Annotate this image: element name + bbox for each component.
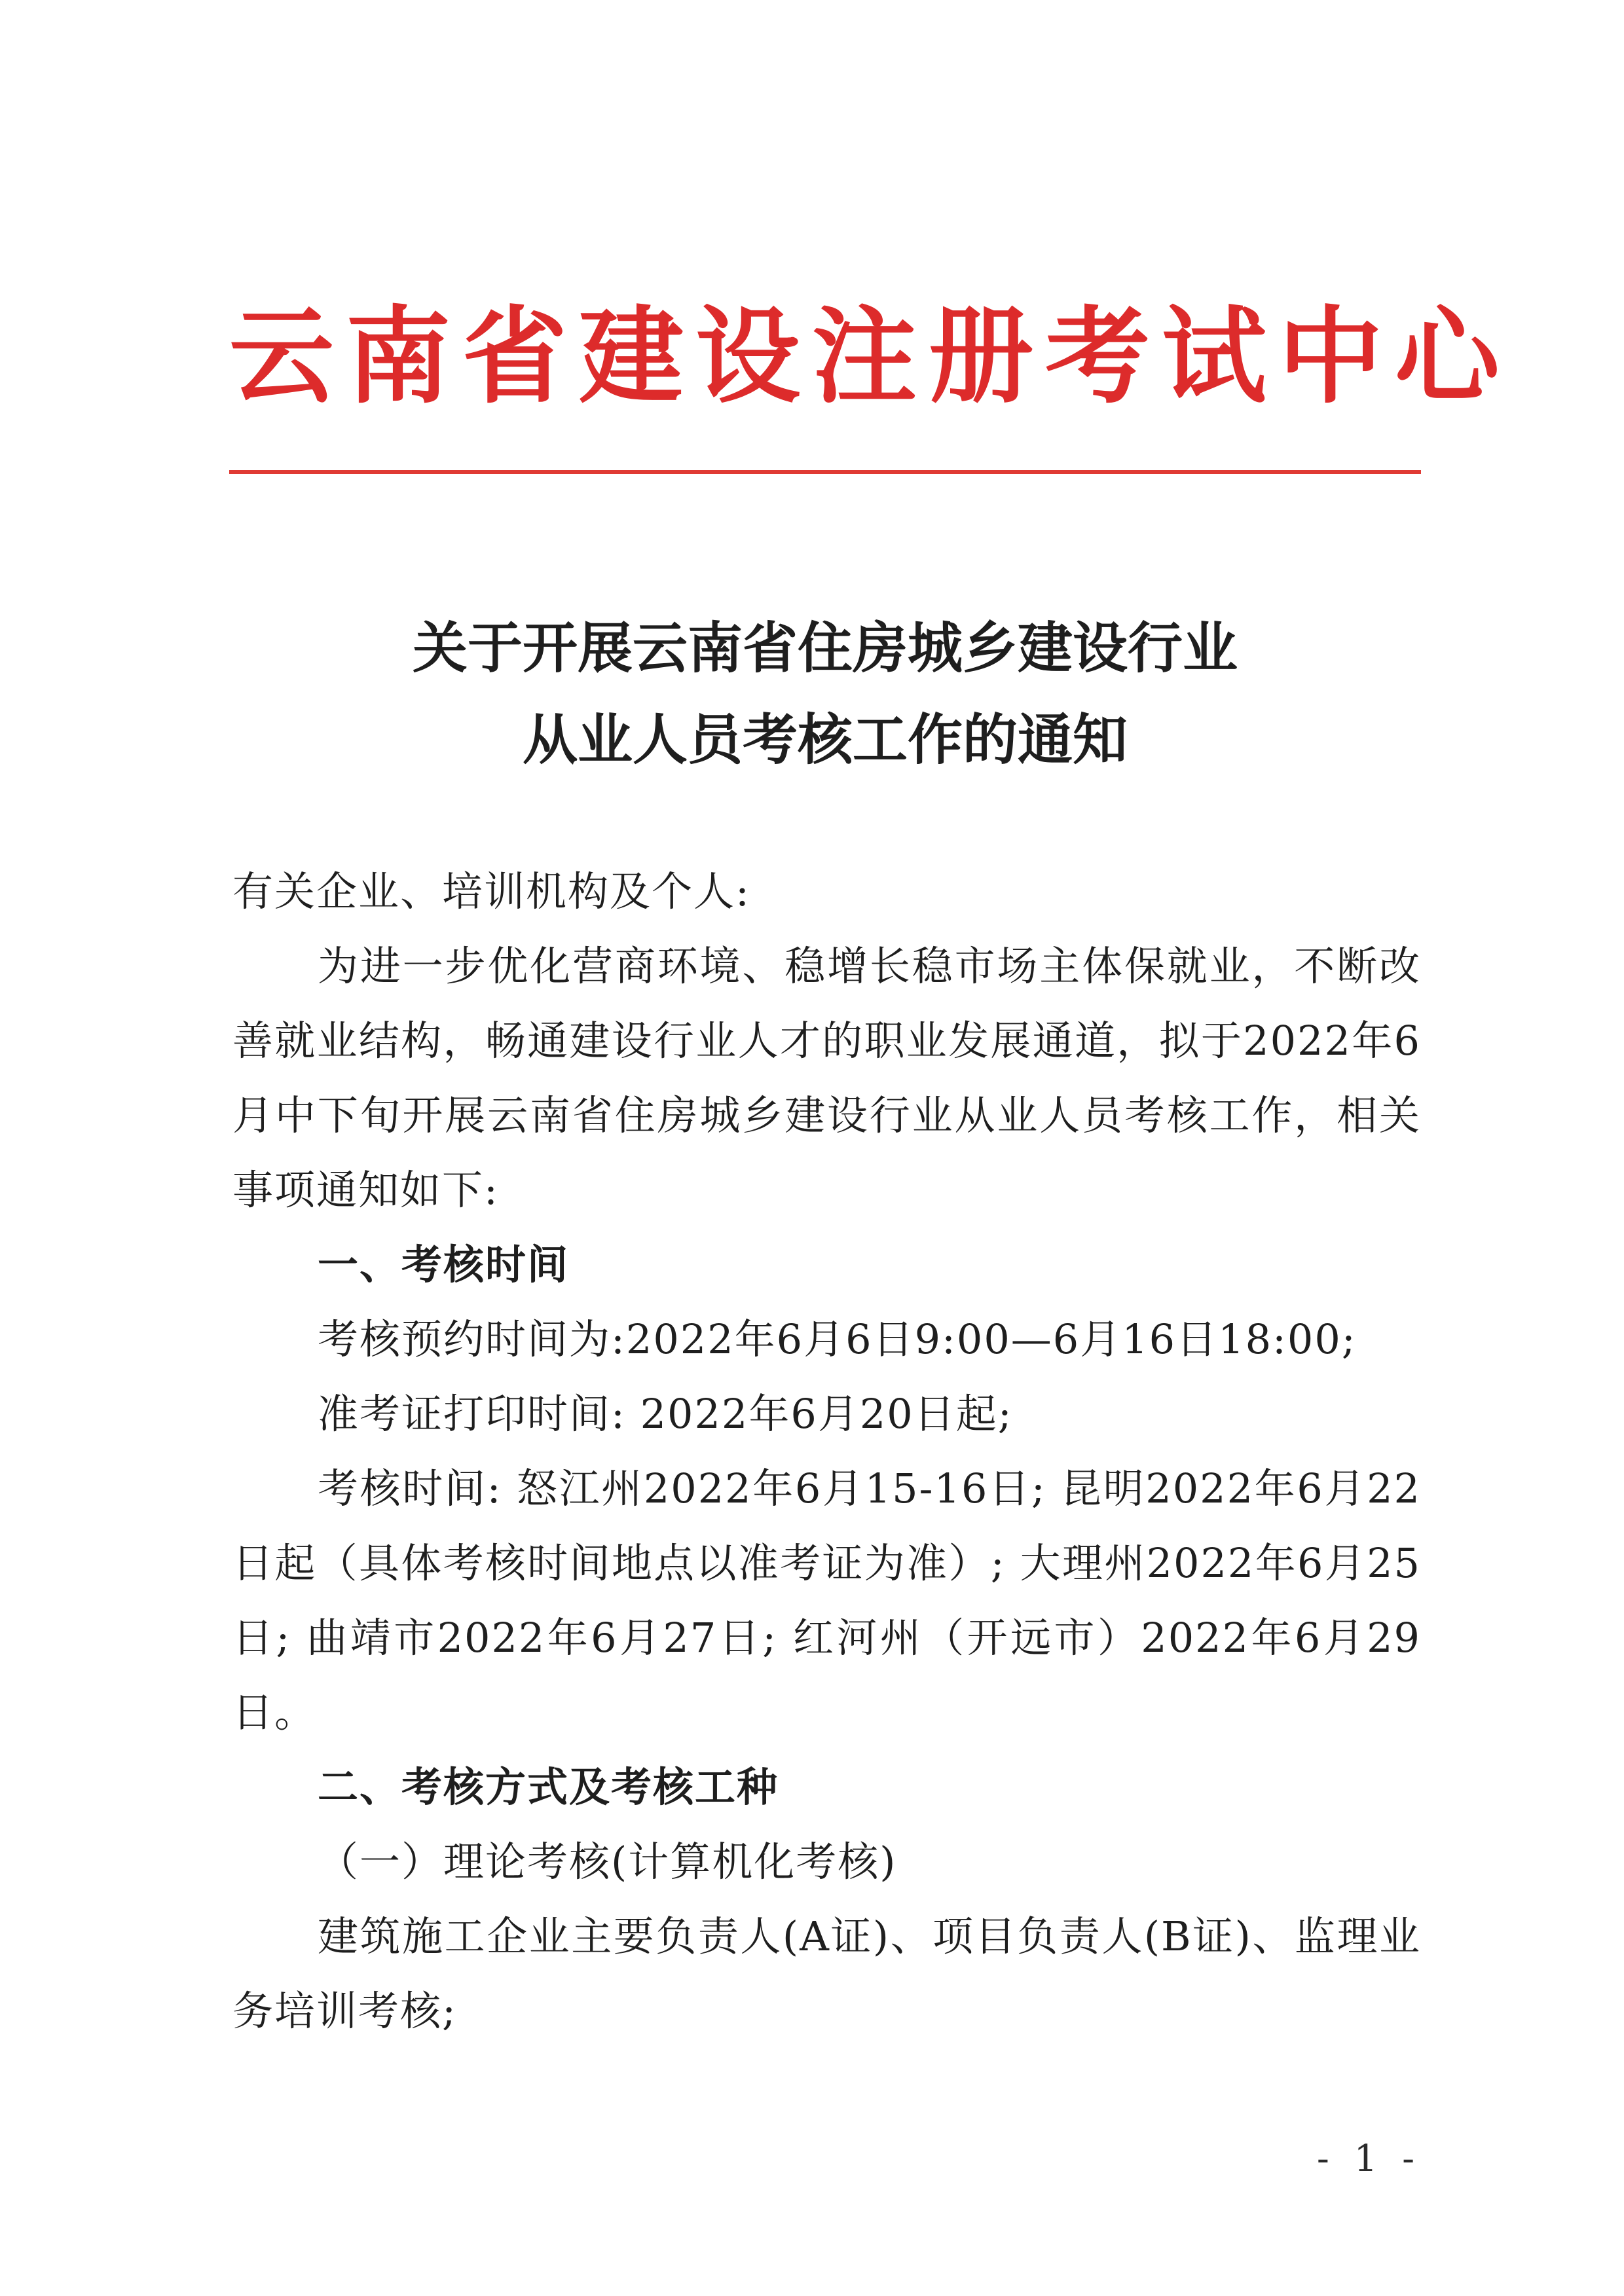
intro-paragraph: 为进一步优化营商环境、稳增长稳市场主体保就业，不断改善就业结构，畅通建设行业人才的职业发展通道，拟于2022年6月中下旬开展云南省住房城乡建设行业从业人员考核工作，相关事项通知如下:	[232, 942, 1421, 1214]
document-body	[232, 854, 1421, 2049]
section-2-content: 建筑施工企业主要负责人(A证)、项目负责人(B证)、监理业务培训考核;	[232, 1912, 1421, 2035]
section-2-heading: 二、考核方式及考核工种	[318, 1763, 779, 1811]
section-1-heading: 一、考核时间	[318, 1241, 570, 1288]
title-line-1: 关于开展云南省住房城乡建设行业	[412, 615, 1238, 680]
admission-ticket-print-time: 准考证打印时间: 2022年6月20日起;	[318, 1390, 1013, 1438]
section-2-subheading: （一）理论考核(计算机化考核)	[318, 1838, 897, 1886]
reservation-time: 考核预约时间为:2022年6月6日9:00—6月16日18:00;	[318, 1315, 1357, 1363]
exam-schedule: 考核时间: 怒江州2022年6月15-16日; 昆明2022年6月22日起（具体考核时间地点以准考证为准）; 大理州2022年6月25日; 曲靖市2022年6月27日; 红河州（开远市）2022年6月29日。	[232, 1465, 1421, 1736]
page-number: - 1 -	[1316, 2138, 1421, 2180]
header-red-rule	[229, 470, 1421, 474]
title-line-2: 从业人员考核工作的通知	[522, 707, 1128, 772]
document-title	[196, 602, 1454, 786]
salutation: 有关企业、培训机构及个人:	[232, 867, 750, 915]
issuing-organization-header: 云南省建设注册考试中心	[229, 295, 1512, 418]
